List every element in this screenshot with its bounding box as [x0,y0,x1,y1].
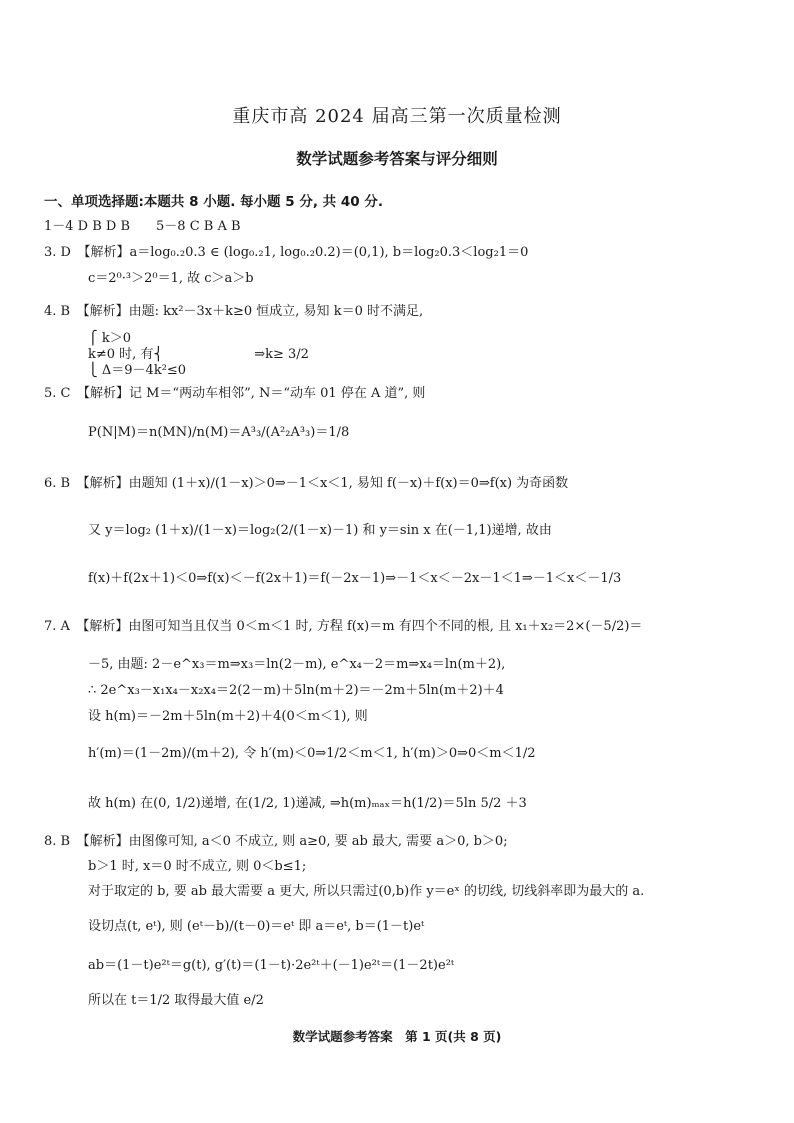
solution-line: 对于取定的 b, 要 ab 最大需要 a 更大, 所以只需过(0,b)作 y＝eˣ 的切线, 切线斜率即为最大的 a. [88,884,645,899]
solution-line: ab＝(1－t)e²ᵗ＝g(t), g′(t)＝(1－t)·2e²ᵗ＋(－1)e²ᵗ＝(1－2t)e²ᵗ [88,958,455,973]
solution-line: 所以在 t＝1/2 取得最大值 e/2 [88,993,264,1008]
solution-line: ⎧ k＞0 [88,331,132,346]
solution-line: ⎩ Δ＝9－4k²≤0 [88,363,187,378]
solution-line: －5, 由题: 2－e^x₃＝m⇒x₃＝ln(2－m), e^x₄－2＝m⇒x₄＝ln(m＋2), [88,657,506,672]
answer-summary: 1－4 D B D B 5－8 C B A B [44,219,241,234]
solution-line: 7. A 【解析】由图可知当且仅当 0＜m＜1 时, 方程 f(x)＝m 有四个不同的根, 且 x₁＋x₂＝2×(－5/2)＝ [44,619,643,634]
solution-line: 5. C 【解析】记 M＝“两动车相邻”, N＝“动车 01 停在 A 道”, 则 [44,386,426,401]
solution-line: c＝2⁰·³＞2⁰＝1, 故 c＞a＞b [88,271,254,286]
solution-line: b＞1 时, x＝0 时不成立, 则 0＜b≤1; [88,859,307,874]
solution-line: 又 y＝log₂ (1＋x)/(1－x)＝log₂(2/(1－x)－1) 和 y＝sin x 在(－1,1)递增, 故由 [88,523,552,538]
solution-line: f(x)＋f(2x＋1)＜0⇒f(x)＜－f(2x＋1)＝f(－2x－1)⇒－1＜x＜－2x－1＜1⇒－1＜x＜－1/3 [88,571,622,586]
page-title: 重庆市高 2024 届高三第一次质量检测 [232,106,562,127]
solution-line: 4. B 【解析】由题: kx²－3x＋k≥0 恒成立, 易知 k＝0 时不满足, [44,304,424,319]
solution-line: h′(m)＝(1－2m)/(m＋2), 令 h′(m)＜0⇒1/2＜m＜1, h′(m)＞0⇒0＜m＜1/2 [88,746,536,761]
solution-line: 设 h(m)＝－2m＋5ln(m＋2)＋4(0＜m＜1), 则 [88,709,368,724]
solution-line: 故 h(m) 在(0, 1/2)递增, 在(1/2, 1)递减, ⇒h(m)ₘₐₓ＝h(1/2)＝5ln 5/2 ＋3 [88,796,527,811]
solution-line: 8. B 【解析】由图像可知, a＜0 不成立, 则 a≥0, 要 ab 最大, 需要 a＞0, b＞0; [44,834,508,849]
page-subtitle: 数学试题参考答案与评分细则 [296,150,498,168]
solution-line: ∴ 2e^x₃－x₁x₄－x₂x₄＝2(2－m)＋5ln(m＋2)＝－2m＋5ln(m＋2)＋4 [88,683,504,698]
solution-line: 6. B 【解析】由题知 (1＋x)/(1－x)＞0⇒－1＜x＜1, 易知 f(－x)＋f(x)＝0⇒f(x) 为奇函数 [44,476,569,491]
page-footer: 数学试题参考答案 第 1 页(共 8 页) [292,1029,502,1044]
solution-line: 设切点(t, eᵗ), 则 (eᵗ－b)/(t－0)＝eᵗ 即 a＝eᵗ, b＝(1－t)eᵗ [88,919,425,934]
section-heading: 一、单项选择题:本题共 8 小题. 每小题 5 分, 共 40 分. [44,194,383,210]
solution-line: 3. D 【解析】a＝log₀.₂0.3 ∈ (log₀.₂1, log₀.₂0.2)＝(0,1), b＝log₂0.3＜log₂1＝0 [44,245,529,260]
solution-line: k≠0 时, 有⎨ ⇒k≥ 3/2 [88,347,309,362]
solution-line: P(N|M)＝n(MN)/n(M)＝A³₃/(A²₂A³₃)＝1/8 [88,425,350,440]
